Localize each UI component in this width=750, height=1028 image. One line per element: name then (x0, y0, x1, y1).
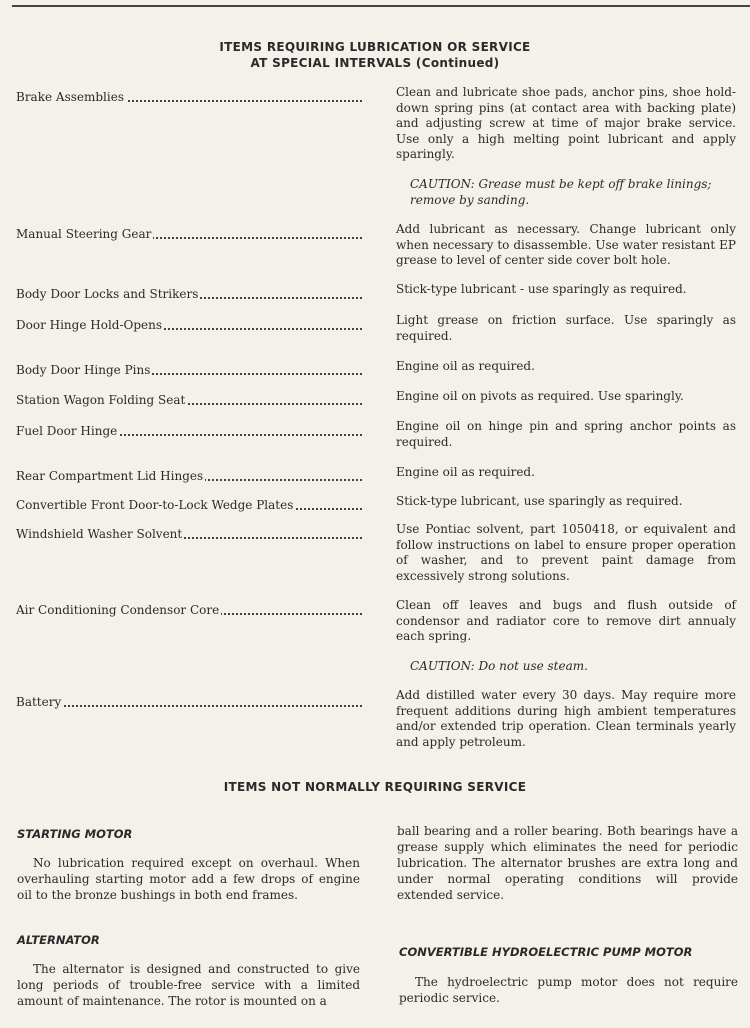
row-desc-brake-assemblies: Clean and lubricate shoe pads, anchor pins, shoe hold-down spring pins (at contact area with backing plate) and adjusting screw at time of major brake service. Use only a high melting point lubricant and apply sparingly. (396, 85, 736, 161)
row-label-rear-compartment-lid-hinges: Rear Compartment Lid Hinges (16, 468, 362, 484)
pump-motor-text: The hydroelectric pump motor does not require periodic service. (399, 975, 738, 1005)
pump-motor-heading: CONVERTIBLE HYDROELECTRIC PUMP MOTOR (399, 945, 693, 959)
row-desc-body-door-locks: Stick-type lubricant - use sparingly as required. (396, 282, 687, 296)
row-label-body-door-hinge-pins: Body Door Hinge Pins (16, 362, 362, 378)
row-label-door-hinge-hold-opens: Door Hinge Hold-Opens (16, 317, 362, 333)
row-label-body-door-locks: Body Door Locks and Strikers (16, 286, 362, 302)
row-label-battery: Battery (16, 694, 362, 710)
row-desc-door-hinge-hold-opens: Light grease on friction surface. Use sparingly as required. (396, 313, 736, 343)
row-desc-station-wagon-folding-seat: Engine oil on pivots as required. Use sparingly. (396, 389, 684, 403)
alternator-text-left: The alternator is designed and constructed to give long periods of trouble-free service with a limited amount of maintenance. The rotor is mounted on a (17, 962, 360, 1008)
row-desc-battery: Add distilled water every 30 days. May require more frequent additions during high ambient temperatures and/or extended trip operation. Clean terminals yearly and apply petroleum. (396, 688, 736, 749)
row-label-manual-steering-gear: Manual Steering Gear (16, 226, 362, 242)
top-rule (12, 5, 750, 7)
alternator-text-right: ball bearing and a roller bearing. Both bearings have a grease supply which eliminates the need for periodic lubrication. The alternator brushes are extra long and under normal operating conditions will provide extended service. (397, 824, 738, 902)
row-label-brake-assemblies: Brake Assemblies (16, 89, 362, 105)
row-desc-manual-steering-gear: Add lubricant as necessary. Change lubricant only when necessary to disassemble. Use water resistant EP grease to level of center side cover bolt hole. (396, 222, 736, 267)
row-label-fuel-door-hinge: Fuel Door Hinge (16, 423, 362, 439)
section-heading-not-requiring-service: ITEMS NOT NORMALLY REQUIRING SERVICE (223, 780, 527, 794)
row-label-convertible-wedge-plates: Convertible Front Door-to-Lock Wedge Plates (16, 497, 362, 513)
starting-motor-heading: STARTING MOTOR (17, 827, 133, 841)
section-heading-special-line1: ITEMS REQUIRING LUBRICATION OR SERVICE (219, 40, 531, 54)
caution-steam: CAUTION: Do not use steam. (410, 659, 588, 673)
row-desc-fuel-door-hinge: Engine oil on hinge pin and spring anchor points as required. (396, 419, 736, 449)
row-desc-convertible-wedge-plates: Stick-type lubricant, use sparingly as required. (396, 494, 683, 508)
row-label-air-conditioning-condensor-core: Air Conditioning Condensor Core (16, 602, 362, 618)
row-desc-windshield-washer-solvent: Use Pontiac solvent, part 1050418, or equivalent and follow instructions on label to ensure proper operation of washer, and to prevent paint damage from excessively strong solutions. (396, 522, 736, 583)
row-label-station-wagon-folding-seat: Station Wagon Folding Seat (16, 392, 362, 408)
row-label-windshield-washer-solvent: Windshield Washer Solvent (16, 526, 362, 542)
row-desc-rear-compartment-lid-hinges: Engine oil as required. (396, 465, 535, 479)
caution-brake-linings: CAUTION: Grease must be kept off brake linings; remove by sanding. (410, 177, 712, 207)
section-heading-special-line2: AT SPECIAL INTERVALS (Continued) (250, 56, 500, 70)
row-desc-air-conditioning-condensor-core: Clean off leaves and bugs and flush outside of condensor and radiator core to remove dirt annualy each spring. (396, 598, 736, 643)
starting-motor-text: No lubrication required except on overhaul. When overhauling starting motor add a few drops of engine oil to the bronze bushings in both end frames. (17, 856, 360, 902)
alternator-heading: ALTERNATOR (17, 933, 100, 947)
row-desc-body-door-hinge-pins: Engine oil as required. (396, 359, 535, 373)
